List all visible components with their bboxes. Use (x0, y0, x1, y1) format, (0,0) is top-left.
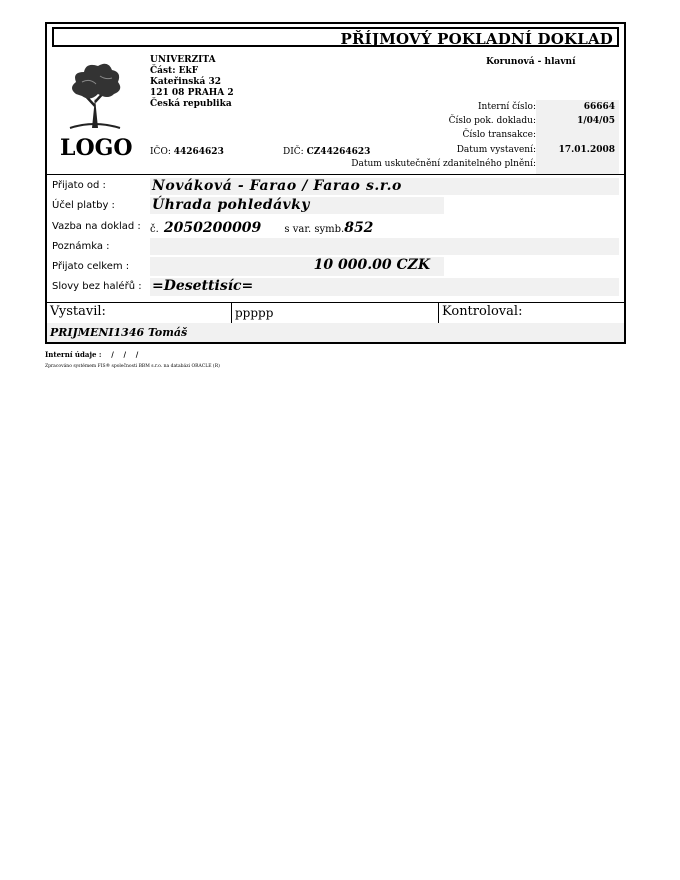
divider (45, 174, 626, 175)
total-received-value: 10 000.00 CZK (313, 257, 430, 273)
checked-by-label: Kontroloval: (442, 304, 523, 319)
org-street: Kateřinská 32 (150, 77, 222, 87)
issue-date-label: Datum vystavení: (456, 145, 536, 155)
tree-logo-icon (62, 58, 126, 130)
amount-in-words-value: =Desettisíc= (152, 278, 254, 294)
dic-label: DIČ: (283, 147, 304, 157)
internal-data-note: Interní údaje : / / / (45, 350, 139, 359)
received-from-label: Přijato od : (52, 180, 106, 191)
related-document-label: Vazba na doklad : (52, 221, 141, 232)
document-title: PŘÍJMOVÝ POKLADNÍ DOKLAD (340, 30, 613, 48)
issue-date-value: 17.01.2008 (558, 145, 615, 155)
issued-by-label: Vystavil: (50, 304, 106, 319)
divider (45, 302, 626, 303)
org-country: Česká republika (150, 99, 232, 109)
ico-label: IČO: (150, 147, 171, 157)
transaction-number-label: Číslo transakce: (462, 130, 536, 140)
org-city: 121 08 PRAHA 2 (150, 88, 234, 98)
related-document-prefix: č. (150, 224, 159, 235)
title-bar (52, 27, 619, 47)
payment-purpose-label: Účel platby : (52, 200, 115, 211)
middle-field-value: ppppp (235, 306, 274, 320)
internal-number-value: 66664 (583, 102, 615, 112)
dic-value: CZ44264623 (306, 147, 371, 157)
org-part: Část: EkF (150, 66, 199, 76)
row-bg (150, 238, 619, 255)
received-from-value: Nováková - Farao / Farao s.r.o (152, 178, 402, 194)
logo-text: LOGO (60, 135, 133, 161)
processing-note: Zpracováno systémem FIS® společnosti BBM s.r.o. na databázi ORACLE (R) (45, 364, 220, 369)
note-label: Poznámka : (52, 241, 110, 252)
cash-document-number-label: Číslo pok. dokladu: (448, 116, 536, 126)
issued-by-value: PRIJMENI1346 Tomáš (50, 326, 188, 339)
amount-in-words-label: Slovy bez haléřů : (52, 281, 142, 292)
organization-block (150, 55, 234, 110)
ico-row (150, 147, 224, 157)
ico-value: 44264623 (173, 147, 224, 157)
cashbox-name: Korunová - hlavní (486, 57, 576, 67)
variable-symbol-value: 852 (344, 220, 374, 236)
payment-purpose-value: Úhrada pohledávky (152, 197, 310, 213)
taxable-date-label: Datum uskutečnění zdanitelného plnění: (351, 159, 536, 169)
related-document-row (150, 217, 373, 236)
related-document-value: 2050200009 (163, 220, 262, 236)
dic-row (283, 147, 370, 157)
variable-symbol-label: s var. symb. (284, 224, 345, 235)
cash-document-number-value: 1/04/05 (577, 116, 615, 126)
org-name: UNIVERZITA (150, 55, 216, 65)
total-received-label: Přijato celkem : (52, 261, 130, 272)
internal-number-label: Interní číslo: (478, 102, 536, 112)
